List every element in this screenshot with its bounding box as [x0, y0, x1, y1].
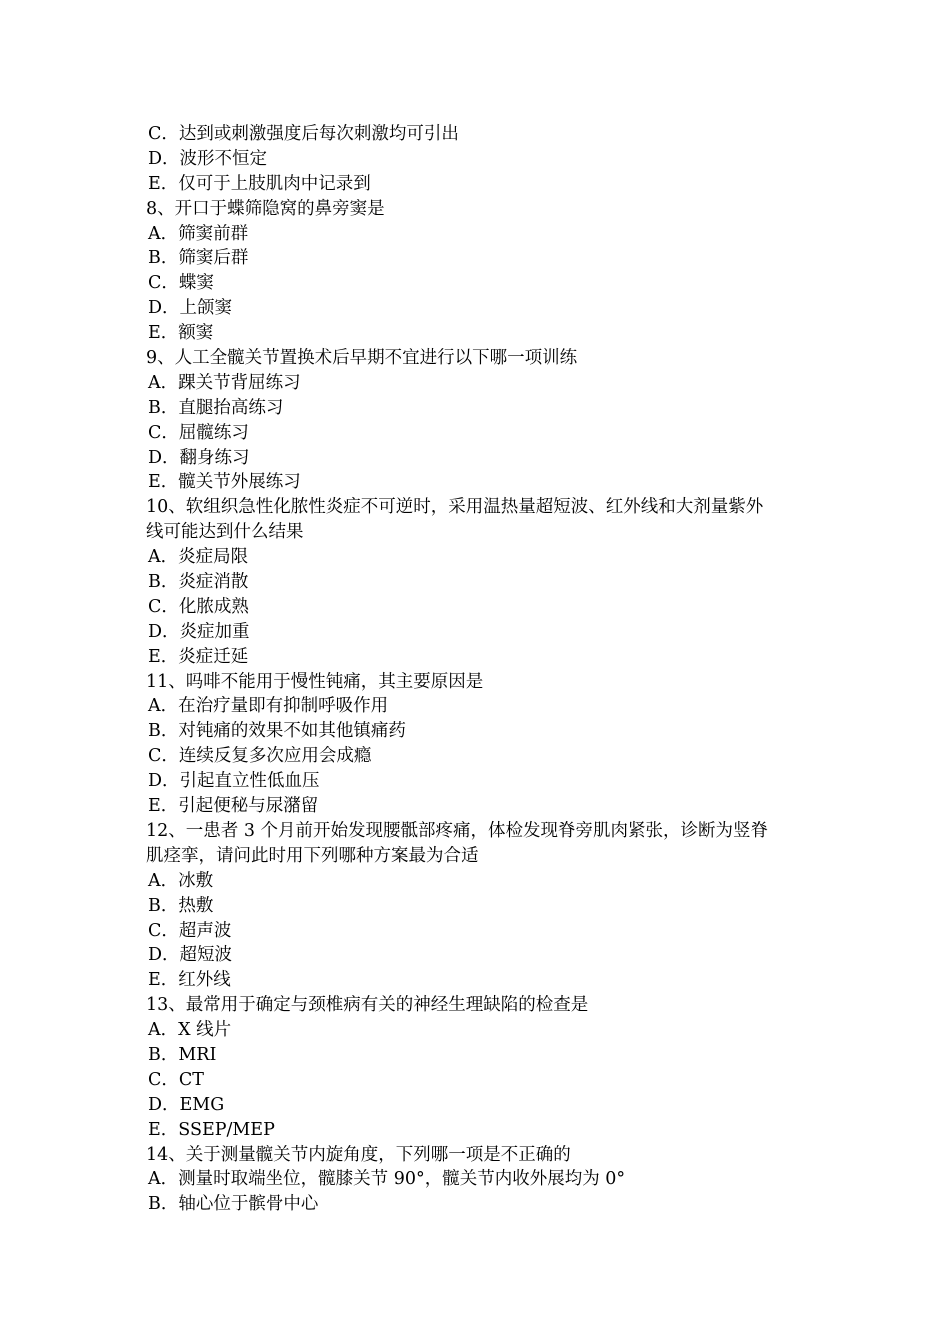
answer-option-line: D．超短波 [148, 945, 233, 966]
answer-option-line: D．翻身练习 [148, 447, 250, 468]
answer-option-line: B．直腿抬高练习 [148, 397, 284, 418]
answer-option-line: C．连续反复多次应用会成瘾 [148, 746, 372, 767]
answer-option-line: A．X 线片 [148, 1020, 232, 1041]
answer-option-line: A．踝关节背屈练习 [148, 372, 301, 393]
question-line: 线可能达到什么结果 [146, 522, 304, 543]
answer-option-line: D．引起直立性低血压 [148, 771, 320, 792]
answer-option-line: B．MRI [148, 1044, 217, 1065]
answer-option-line: B．对钝痛的效果不如其他镇痛药 [148, 721, 406, 742]
question-line: 14、关于测量髋关节内旋角度，下列哪一项是不正确的 [146, 1144, 571, 1165]
answer-option-line: C．蝶窦 [148, 273, 214, 294]
answer-option-line: B．筛窦后群 [148, 248, 249, 269]
answer-option-line: E．引起便秘与尿潴留 [148, 796, 319, 817]
answer-option-line: D．炎症加重 [148, 621, 250, 642]
answer-option-line: E．额窦 [148, 323, 214, 344]
answer-option-line: D．EMG [148, 1094, 225, 1115]
answer-option-line: E．红外线 [148, 970, 231, 991]
answer-option-line: C．化脓成熟 [148, 596, 249, 617]
answer-option-line: A．炎症局限 [148, 547, 249, 568]
document-body [146, 122, 816, 1217]
answer-option-line: D．上颌窦 [148, 298, 233, 319]
answer-option-line: B．轴心位于髌骨中心 [148, 1194, 319, 1215]
question-line: 8、开口于蝶筛隐窝的鼻旁窦是 [146, 198, 385, 219]
question-line: 12、一患者 3 个月前开始发现腰骶部疼痛，体检发现脊旁肌肉紧张，诊断为竖脊 [146, 820, 769, 841]
answer-option-line: C．CT [148, 1069, 204, 1090]
answer-option-line: A．在治疗量即有抑制呼吸作用 [148, 696, 389, 717]
answer-option-line: E．炎症迁延 [148, 646, 249, 667]
question-line: 13、最常用于确定与颈椎病有关的神经生理缺陷的检查是 [146, 995, 589, 1016]
answer-option-line: E．SSEP/MEP [148, 1119, 275, 1140]
answer-option-line: B．热敷 [148, 895, 214, 916]
question-line: 9、人工全髋关节置换术后早期不宜进行以下哪一项训练 [146, 348, 578, 369]
answer-option-line: C．超声波 [148, 920, 232, 941]
answer-option-line: E．仅可于上肢肌肉中记录到 [148, 173, 371, 194]
answer-option-line: A．筛窦前群 [148, 223, 249, 244]
answer-option-line: E．髋关节外展练习 [148, 472, 301, 493]
answer-option-line: C．屈髋练习 [148, 422, 249, 443]
answer-option-line: B．炎症消散 [148, 572, 249, 593]
question-line: 11、吗啡不能用于慢性钝痛，其主要原因是 [146, 671, 484, 692]
answer-option-line: D．波形不恒定 [148, 148, 268, 169]
answer-option-line: C．达到或刺激强度后每次刺激均可引出 [148, 124, 459, 144]
answer-option-line: A．冰敷 [148, 870, 214, 891]
answer-option-line: A．测量时取端坐位，髋膝关节 90°，髋关节内收外展均为 0° [148, 1169, 626, 1190]
question-line: 10、软组织急性化脓性炎症不可逆时，采用温热量超短波、红外线和大剂量紫外 [146, 497, 764, 518]
question-line: 肌痉挛，请问此时用下列哪种方案最为合适 [146, 845, 479, 866]
